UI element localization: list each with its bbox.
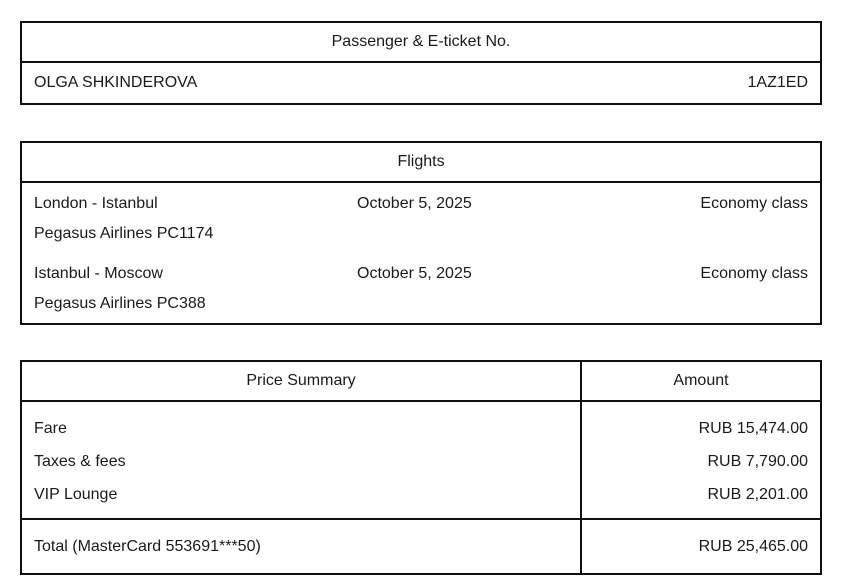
price-line-label: Taxes & fees bbox=[34, 452, 126, 470]
price-summary-header: Price Summary bbox=[22, 362, 580, 402]
total-amount: RUB 25,465.00 bbox=[698, 537, 808, 555]
flight-route: Istanbul - Moscow bbox=[34, 265, 163, 282]
flight-class: Economy class bbox=[700, 195, 808, 212]
flight-item bbox=[22, 253, 820, 323]
passenger-name: OLGA SHKINDEROVA bbox=[34, 74, 198, 91]
flight-class: Economy class bbox=[700, 265, 808, 282]
passenger-section bbox=[20, 21, 822, 105]
flights-section bbox=[20, 141, 822, 325]
flight-airline: Pegasus Airlines PC1174 bbox=[34, 225, 214, 242]
flight-route: London - Istanbul bbox=[34, 195, 158, 212]
price-summary-section bbox=[20, 360, 822, 575]
flight-date: October 5, 2025 bbox=[357, 195, 472, 212]
price-amounts-column bbox=[582, 362, 820, 573]
price-line-amount: RUB 2,201.00 bbox=[707, 485, 808, 503]
price-line-amount: RUB 7,790.00 bbox=[707, 452, 808, 470]
amount-lines bbox=[582, 402, 820, 520]
amount-header: Amount bbox=[582, 362, 820, 402]
flights-header: Flights bbox=[22, 143, 820, 183]
total-label: Total (MasterCard 553691***50) bbox=[34, 537, 261, 555]
flight-date: October 5, 2025 bbox=[357, 265, 472, 282]
eticket-number: 1AZ1ED bbox=[747, 74, 808, 91]
flight-item bbox=[22, 183, 820, 253]
price-lines bbox=[22, 402, 580, 520]
price-line-label: VIP Lounge bbox=[34, 485, 118, 503]
passenger-header: Passenger & E-ticket No. bbox=[22, 23, 820, 63]
flight-airline: Pegasus Airlines PC388 bbox=[34, 295, 206, 312]
price-line-label: Fare bbox=[34, 419, 67, 437]
passenger-row bbox=[22, 63, 820, 103]
price-labels-column bbox=[22, 362, 582, 573]
price-line-amount: RUB 15,474.00 bbox=[698, 419, 808, 437]
